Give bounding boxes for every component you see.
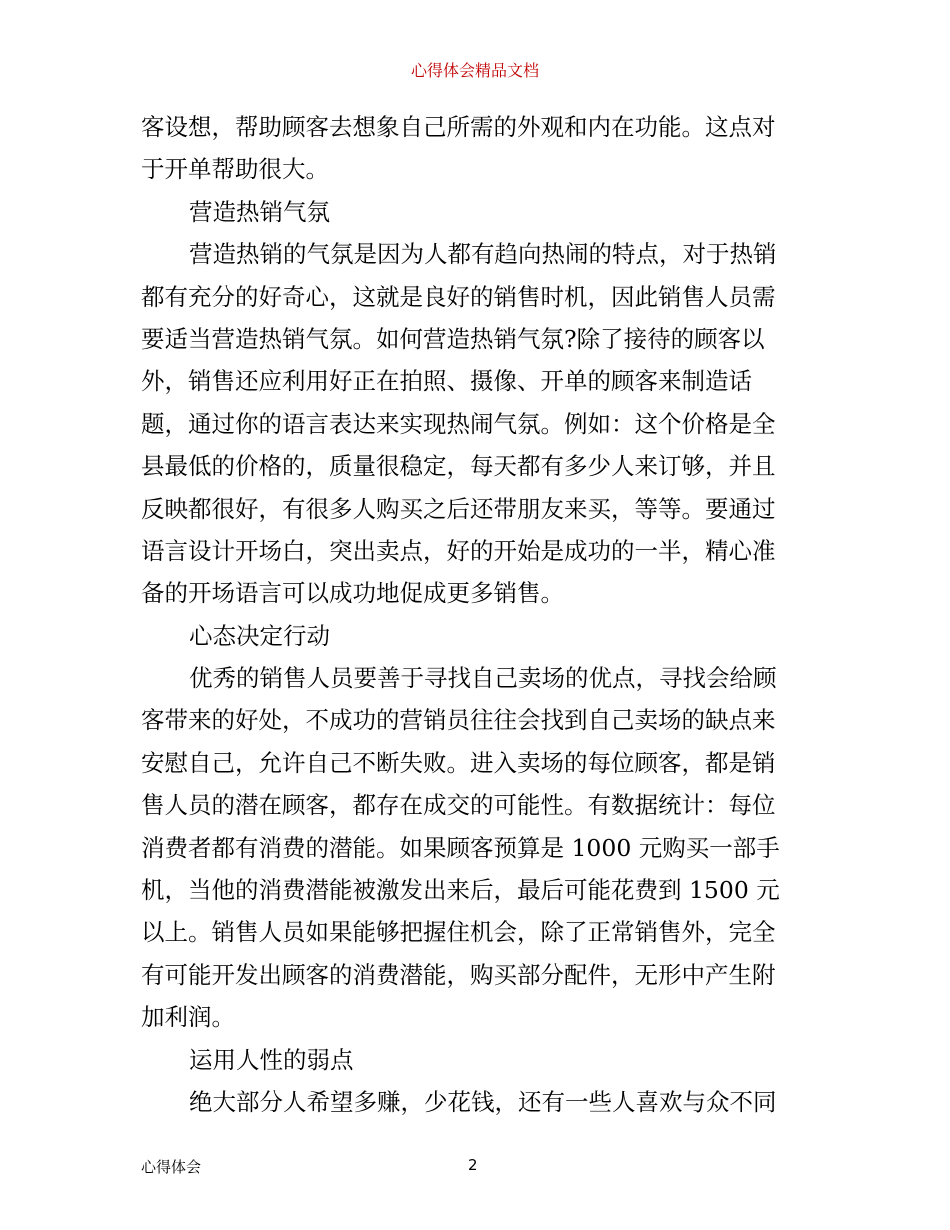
body-line: 备的开场语言可以成功地促成更多销售。 (141, 579, 564, 608)
footer-label: 心得体会 (141, 1158, 202, 1176)
section-heading: 心态决定行动 (189, 621, 330, 650)
body-line: 加利润。 (141, 1003, 235, 1032)
document-body (141, 106, 813, 1123)
body-line: 消费者都有消费的潜能。如果顾客预算是 1000 元购买一部手 (141, 833, 780, 862)
body-line: 营造热销的气氛是因为人都有趋向热闹的特点，对于热销 (189, 240, 777, 269)
body-line: 于开单帮助很大。 (141, 155, 329, 184)
section-heading: 运用人性的弱点 (189, 1045, 354, 1074)
body-line: 安慰自己，允许自己不断失败。进入卖场的每位顾客，都是销 (141, 748, 776, 777)
body-line: 客设想，帮助顾客去想象自己所需的外观和内在功能。这点对 (141, 113, 776, 141)
document-header: 心得体会精品文档 (410, 61, 539, 80)
body-line: 售人员的潜在顾客，都存在成交的可能性。有数据统计：每位 (141, 791, 776, 820)
section-heading: 营造热销气氛 (189, 197, 330, 226)
body-line: 题，通过你的语言表达来实现热闹气氛。例如：这个价格是全 (141, 409, 776, 438)
body-line: 都有充分的好奇心，这就是良好的销售时机，因此销售人员需 (141, 282, 776, 311)
body-line: 有可能开发出顾客的消费潜能，购买部分配件，无形中产生附 (141, 960, 776, 989)
body-line: 县最低的价格的，质量很稳定，每天都有多少人来订够，并且 (141, 452, 776, 481)
body-line: 以上。销售人员如果能够把握住机会，除了正常销售外，完全 (141, 918, 776, 947)
body-line: 语言设计开场白，突出卖点，好的开始是成功的一半，精心准 (141, 536, 776, 565)
body-line: 绝大部分人希望多赚，少花钱，还有一些人喜欢与众不同 (189, 1087, 777, 1116)
body-line: 机，当他的消费潜能被激发出来后，最后可能花费到 1500 元 (141, 876, 780, 905)
body-line: 要适当营造热销气氛。如何营造热销气氛?除了接待的顾客以 (141, 324, 765, 353)
page-number: 2 (468, 1156, 478, 1174)
body-line: 客带来的好处，不成功的营销员往往会找到自己卖场的缺点来 (141, 706, 776, 735)
body-line: 优秀的销售人员要善于寻找自己卖场的优点，寻找会给顾 (189, 664, 777, 693)
body-line: 反映都很好，有很多人购买之后还带朋友来买，等等。要通过 (141, 494, 776, 523)
body-line: 外，销售还应利用好正在拍照、摄像、开单的顾客来制造话 (141, 367, 752, 396)
